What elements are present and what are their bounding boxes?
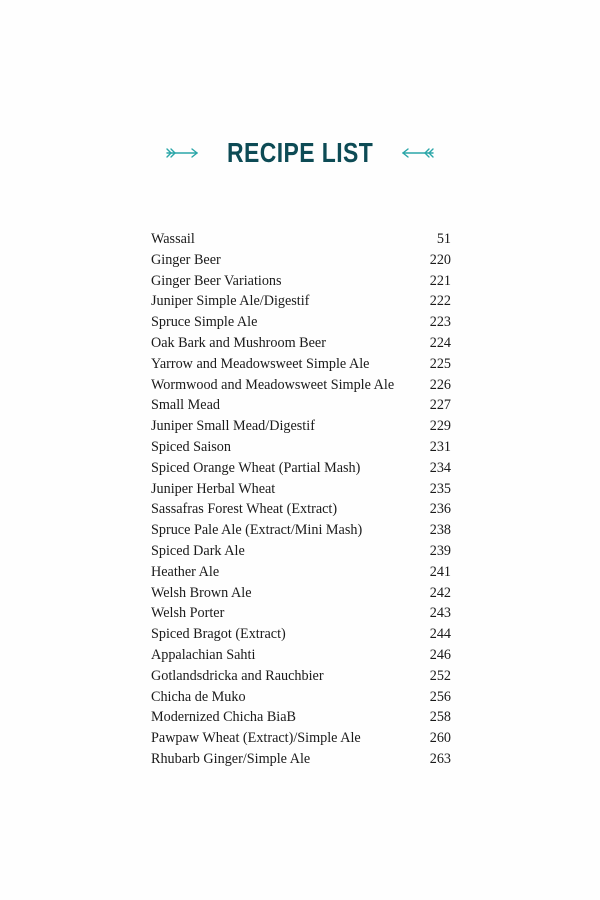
recipe-row: [151, 291, 451, 312]
recipe-row: [151, 375, 451, 396]
recipe-row: [151, 583, 451, 604]
page-heading: [0, 133, 600, 173]
recipe-name: Appalachian Sahti: [151, 646, 256, 663]
recipe-page-number: 51: [436, 231, 451, 247]
recipe-page-number: 224: [429, 334, 451, 351]
recipe-row: [151, 707, 451, 728]
recipe-page-number: 234: [429, 459, 451, 476]
recipe-name: Small Mead: [151, 397, 220, 414]
recipe-page-number: 221: [429, 272, 451, 289]
recipe-name: Welsh Porter: [151, 605, 225, 622]
recipe-page-number: 223: [429, 314, 451, 331]
recipe-row: [151, 562, 451, 583]
recipe-row: [151, 229, 451, 250]
recipe-page-number: 220: [429, 251, 451, 268]
recipe-page-number: 241: [429, 563, 451, 580]
recipe-row: [151, 541, 451, 562]
recipe-name: Yarrow and Meadowsweet Simple Ale: [151, 355, 370, 372]
recipe-name: Juniper Small Mead/Digestif: [151, 418, 315, 435]
recipe-row: [151, 624, 451, 645]
recipe-name: Gotlandsdricka and Rauchbier: [151, 667, 324, 684]
recipe-row: [151, 437, 451, 458]
recipe-name: Welsh Brown Ale: [151, 584, 252, 601]
recipe-name: Sassafras Forest Wheat (Extract): [151, 501, 338, 518]
recipe-row: [151, 250, 451, 271]
recipe-name: Oak Bark and Mushroom Beer: [151, 334, 326, 351]
recipe-row: [151, 645, 451, 666]
recipe-page-number: 239: [429, 542, 451, 559]
recipe-name: Modernized Chicha BiaB: [151, 709, 296, 726]
recipe-name: Ginger Beer: [151, 251, 221, 268]
recipe-row: [151, 416, 451, 437]
arrow-left-icon: [401, 147, 435, 159]
recipe-row: [151, 603, 451, 624]
recipe-row: [151, 728, 451, 749]
recipe-name: Pawpaw Wheat (Extract)/Simple Ale: [151, 730, 361, 747]
recipe-page-number: 258: [429, 709, 451, 726]
recipe-page-number: 235: [429, 480, 451, 497]
recipe-page-number: 222: [429, 293, 451, 310]
arrow-right-icon: [165, 147, 199, 159]
recipe-name: Chicha de Muko: [151, 688, 246, 705]
recipe-row: [151, 395, 451, 416]
recipe-row: [151, 333, 451, 354]
recipe-name: Wormwood and Meadowsweet Simple Ale: [151, 376, 395, 393]
recipe-row: [151, 354, 451, 375]
recipe-name: Spiced Orange Wheat (Partial Mash): [151, 459, 361, 476]
recipe-list: [151, 229, 451, 770]
recipe-page-number: 231: [429, 438, 451, 455]
recipe-row: [151, 687, 451, 708]
recipe-name: Spiced Saison: [151, 438, 231, 455]
recipe-row: [151, 458, 451, 479]
recipe-name: Juniper Herbal Wheat: [151, 480, 276, 497]
recipe-name: Heather Ale: [151, 563, 220, 580]
recipe-page-number: 229: [429, 418, 451, 435]
recipe-page-number: 236: [429, 501, 451, 518]
recipe-row: [151, 312, 451, 333]
recipe-name: Spruce Simple Ale: [151, 314, 258, 331]
recipe-page-number: 246: [429, 646, 451, 663]
recipe-page-number: 225: [429, 355, 451, 372]
recipe-name: Rhubarb Ginger/Simple Ale: [151, 750, 311, 767]
recipe-row: [151, 749, 451, 770]
recipe-page-number: 226: [429, 376, 451, 393]
recipe-page-number: 238: [429, 522, 451, 539]
recipe-name: Spiced Dark Ale: [151, 542, 245, 559]
recipe-page-number: 252: [429, 667, 451, 684]
recipe-name: Spiced Bragot (Extract): [151, 626, 286, 643]
recipe-name: Ginger Beer Variations: [151, 272, 282, 289]
recipe-page-number: 227: [429, 397, 451, 414]
recipe-page-number: 256: [429, 688, 451, 705]
recipe-name: Spruce Pale Ale (Extract/Mini Mash): [151, 522, 363, 539]
recipe-name: Wassail: [151, 231, 195, 247]
recipe-row: [151, 499, 451, 520]
recipe-row: [151, 666, 451, 687]
recipe-page-number: 263: [429, 750, 451, 767]
recipe-row: [151, 271, 451, 292]
recipe-name: Juniper Simple Ale/Digestif: [151, 293, 310, 310]
recipe-page-number: 244: [429, 626, 451, 643]
recipe-page-number: 242: [429, 584, 451, 601]
page-title: RECIPE LIST: [226, 137, 374, 168]
recipe-page-number: 260: [429, 730, 451, 747]
recipe-row: [151, 520, 451, 541]
recipe-page-number: 243: [429, 605, 451, 622]
recipe-row: [151, 479, 451, 500]
